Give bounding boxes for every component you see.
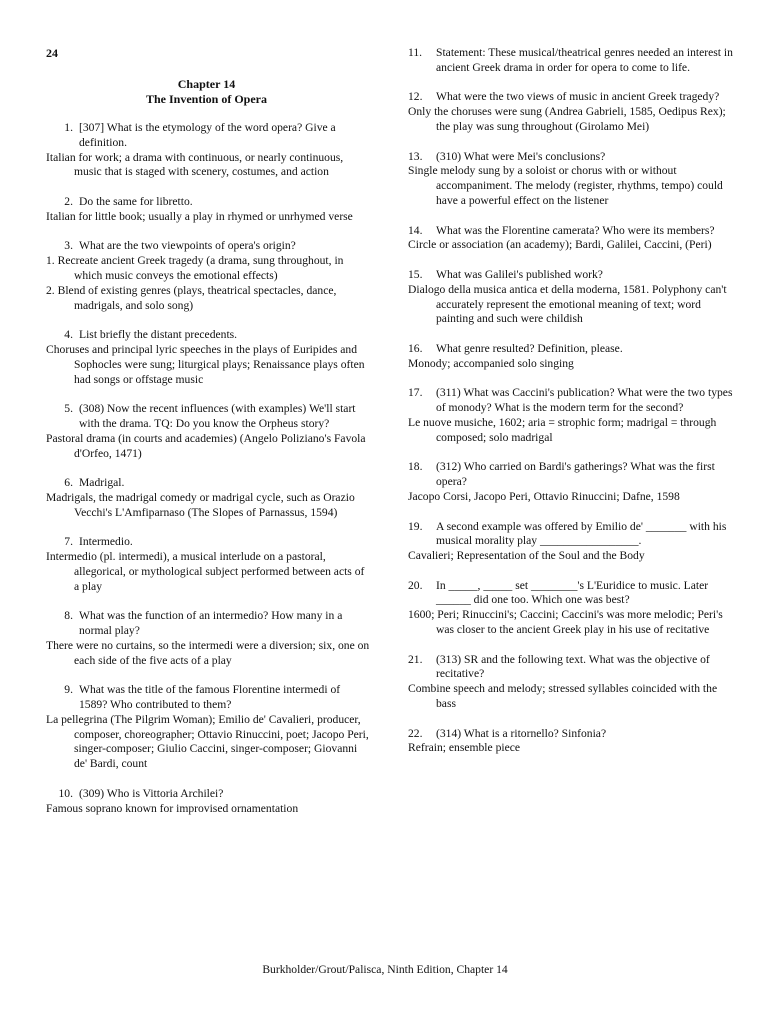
answer-text: 1. Recreate ancient Greek tragedy (a drama, sung throughout, in which music conveys the emotional effects) [46,254,344,282]
question-text: (313) SR and the following text. What was the objective of recitative? [436,652,710,681]
question-number: 17. [408,386,423,400]
question-number: 16. [408,341,423,355]
question [408,46,733,76]
answer-text: Italian for little book; usually a play in rhymed or unrhymed verse [46,209,353,223]
answer-text: There were no curtains, so the intermedi were a diversion; six, one on each side of the five acts of a play [46,638,370,667]
right-column [408,46,733,771]
question-number: 8. [64,609,73,623]
answer-text: 1600; Peri; Rinuccini's; Caccini; Caccini's was more melodic; Peri's was closer to the ancient Greek play in his use of recitative [408,608,723,637]
question-item [408,224,733,254]
question-number: 9. [64,683,73,697]
question-number: 11. [408,46,423,59]
question-number: 1. [64,121,73,134]
question [408,460,733,490]
question-number: 18. [408,460,423,474]
page-number: 24 [46,46,58,60]
question-number: 5. [64,402,73,416]
question [408,224,733,239]
question-number: 10. [58,786,73,800]
question-text: What was the Florentine camerata? Who were its members? [436,223,715,237]
answer-text: Pastoral drama (in courts and academies) (Angelo Poliziano's Favola d'Orfeo, 1471) [46,431,366,460]
answer-text: Italian for work; a drama with continuous, or nearly continuous, music that is staged with scenery, costumes, and action [46,150,344,179]
question [408,520,733,550]
question-text: Intermedio. [79,535,133,549]
question [46,535,371,550]
question [46,328,371,343]
answer-text: Le nuove musiche, 1602; aria = strophic form; madrigal = through composed; solo madrigal [408,415,717,444]
question-item [408,727,733,757]
chapter-title: The Invention of Opera [145,92,267,106]
question-text: What genre resulted? Definition, please. [436,341,623,355]
answer-text: Refrain; ensemble piece [408,741,521,755]
question-item [46,239,371,313]
question-item [46,683,371,772]
question-item [46,787,371,817]
question-item [46,328,371,387]
question-number: 19. [408,519,423,533]
question [46,121,371,151]
answer-text: 2. Blend of existing genres (plays, theatrical spectacles, dance, madrigals, and solo song) [46,283,337,312]
question-number: 21. [408,652,423,666]
question-text: (309) Who is Vittoria Archilei? [79,786,224,800]
answer-text: Combine speech and melody; stressed syllables coincided with the bass [408,682,718,711]
question-text: Madrigal. [79,476,125,490]
question-item [408,268,733,327]
question [46,195,371,210]
question-item [408,342,733,372]
question-item [46,121,371,180]
answer-text: Circle or association (an academy); Bardi, Galilei, Caccini, (Peri) [408,238,712,252]
answer-text: Choruses and principal lyric speeches in the plays of Euripides and Sophocles were sung; liturgical plays; Renaissance plays often had songs or offstage music [46,342,365,386]
question-text: What was Galilei's published work? [436,267,603,281]
question [46,787,371,802]
question [46,609,371,639]
question [46,239,371,254]
question-number: 20. [408,578,423,592]
question-number: 7. [64,535,73,549]
answer-text: Famous soprano known for improvised ornamentation [46,801,299,815]
question-text: What were the two views of music in ancient Greek tragedy? [436,90,720,104]
question-number: 22. [408,726,423,740]
question-text: (310) What were Mei's conclusions? [436,149,606,163]
answer-text: Only the choruses were sung (Andrea Gabrieli, 1585, Oedipus Rex); the play was sung throughout (Girolamo Mei) [408,105,726,133]
answer-text: Madrigals, the madrigal comedy or madrigal cycle, such as Orazio Vecchi's L'Amfiparnaso (The Slopes of Parnassus, 1594) [46,490,355,519]
answer-text: Cavalieri; Representation of the Soul and the Body [408,549,645,563]
question-item [46,195,371,225]
question-number: 14. [408,223,423,237]
question-text: (314) What is a ritornello? Sinfonia? [436,726,607,740]
question-text: What are the two viewpoints of opera's origin? [79,239,296,253]
question-item [408,46,733,76]
question [46,683,371,713]
question-number: 4. [64,328,73,342]
question-item [408,520,733,564]
question [408,90,733,105]
answer-text: Single melody sung by a soloist or chorus with or without accompaniment. The melody (register, rhythms, tempo) could have a powerful effect on the listener [408,164,723,207]
question-text: What was the function of an intermedio? How many in a normal play? [79,609,343,638]
question-item [46,609,371,668]
question [408,653,733,683]
question-text: (312) Who carried on Bardi's gatherings? What was the first opera? [436,460,715,489]
question [408,150,733,165]
question-item [408,90,733,134]
question-text: List briefly the distant precedents. [79,328,238,342]
answer-text: Dialogo della musica antica et della moderna, 1581. Polyphony can't accurately represent the emotional meaning of text; word painting and such were childish [408,282,727,326]
chapter-label: Chapter 14 [177,77,236,91]
question-text: Do the same for libretto. [79,194,193,208]
question-item [408,386,733,445]
question-text: Statement: These musical/theatrical genres needed an interest in ancient Greek drama in order for opera to come to life. [436,46,733,74]
question-item [408,150,733,209]
question [408,268,733,283]
question-item [408,460,733,504]
question-item [46,402,371,461]
question-text: [307] What is the etymology of the word opera? Give a definition. [79,121,336,149]
question-text: A second example was offered by Emilio de' _______ with his musical morality play _________________. [436,519,727,548]
question [408,579,733,609]
question [408,727,733,742]
question [408,342,733,357]
question-number: 13. [408,149,423,163]
question-item [46,535,371,594]
question-text: In _____, _____ set ________'s L'Euridice to music. Later ______ did one too. Which one was best? [436,578,709,607]
answer-text: Intermedio (pl. intermedi), a musical interlude on a pastoral, allegorical, or mythological subject performed between acts of a play [46,550,365,593]
question-text: (311) What was Caccini's publication? What were the two types of monody? What is the modern term for the second? [436,386,733,415]
question-number: 2. [64,194,73,208]
page-footer: Burkholder/Grout/Palisca, Ninth Edition, Chapter 14 [262,963,508,976]
question-number: 6. [64,476,73,490]
question-text: What was the title of the famous Florentine intermedi of 1589? Who contributed to them? [79,683,341,712]
question-item [46,476,371,520]
answer-text: Jacopo Corsi, Jacopo Peri, Ottavio Rinuccini; Dafne, 1598 [408,489,680,503]
question-item [408,653,733,712]
answer-text: La pellegrina (The Pilgrim Woman); Emilio de' Cavalieri, producer, composer, choreographer; Ottavio Rinuccini, poet; Jacopo Peri, singer-composer; Giulio Caccini, singer-composer; Giovanni de' Bardi, count [46,712,369,771]
question-number: 3. [64,239,73,253]
answer-text: Monody; accompanied solo singing [408,356,574,370]
left-column [46,121,371,831]
question-item [408,579,733,638]
question [408,386,733,416]
question-number: 12. [408,90,423,104]
question-text: (308) Now the recent influences (with examples) We'll start with the drama. TQ: Do you know the Orpheus story? [79,402,356,430]
question [46,476,371,491]
question-number: 15. [408,267,423,281]
question [46,402,371,432]
